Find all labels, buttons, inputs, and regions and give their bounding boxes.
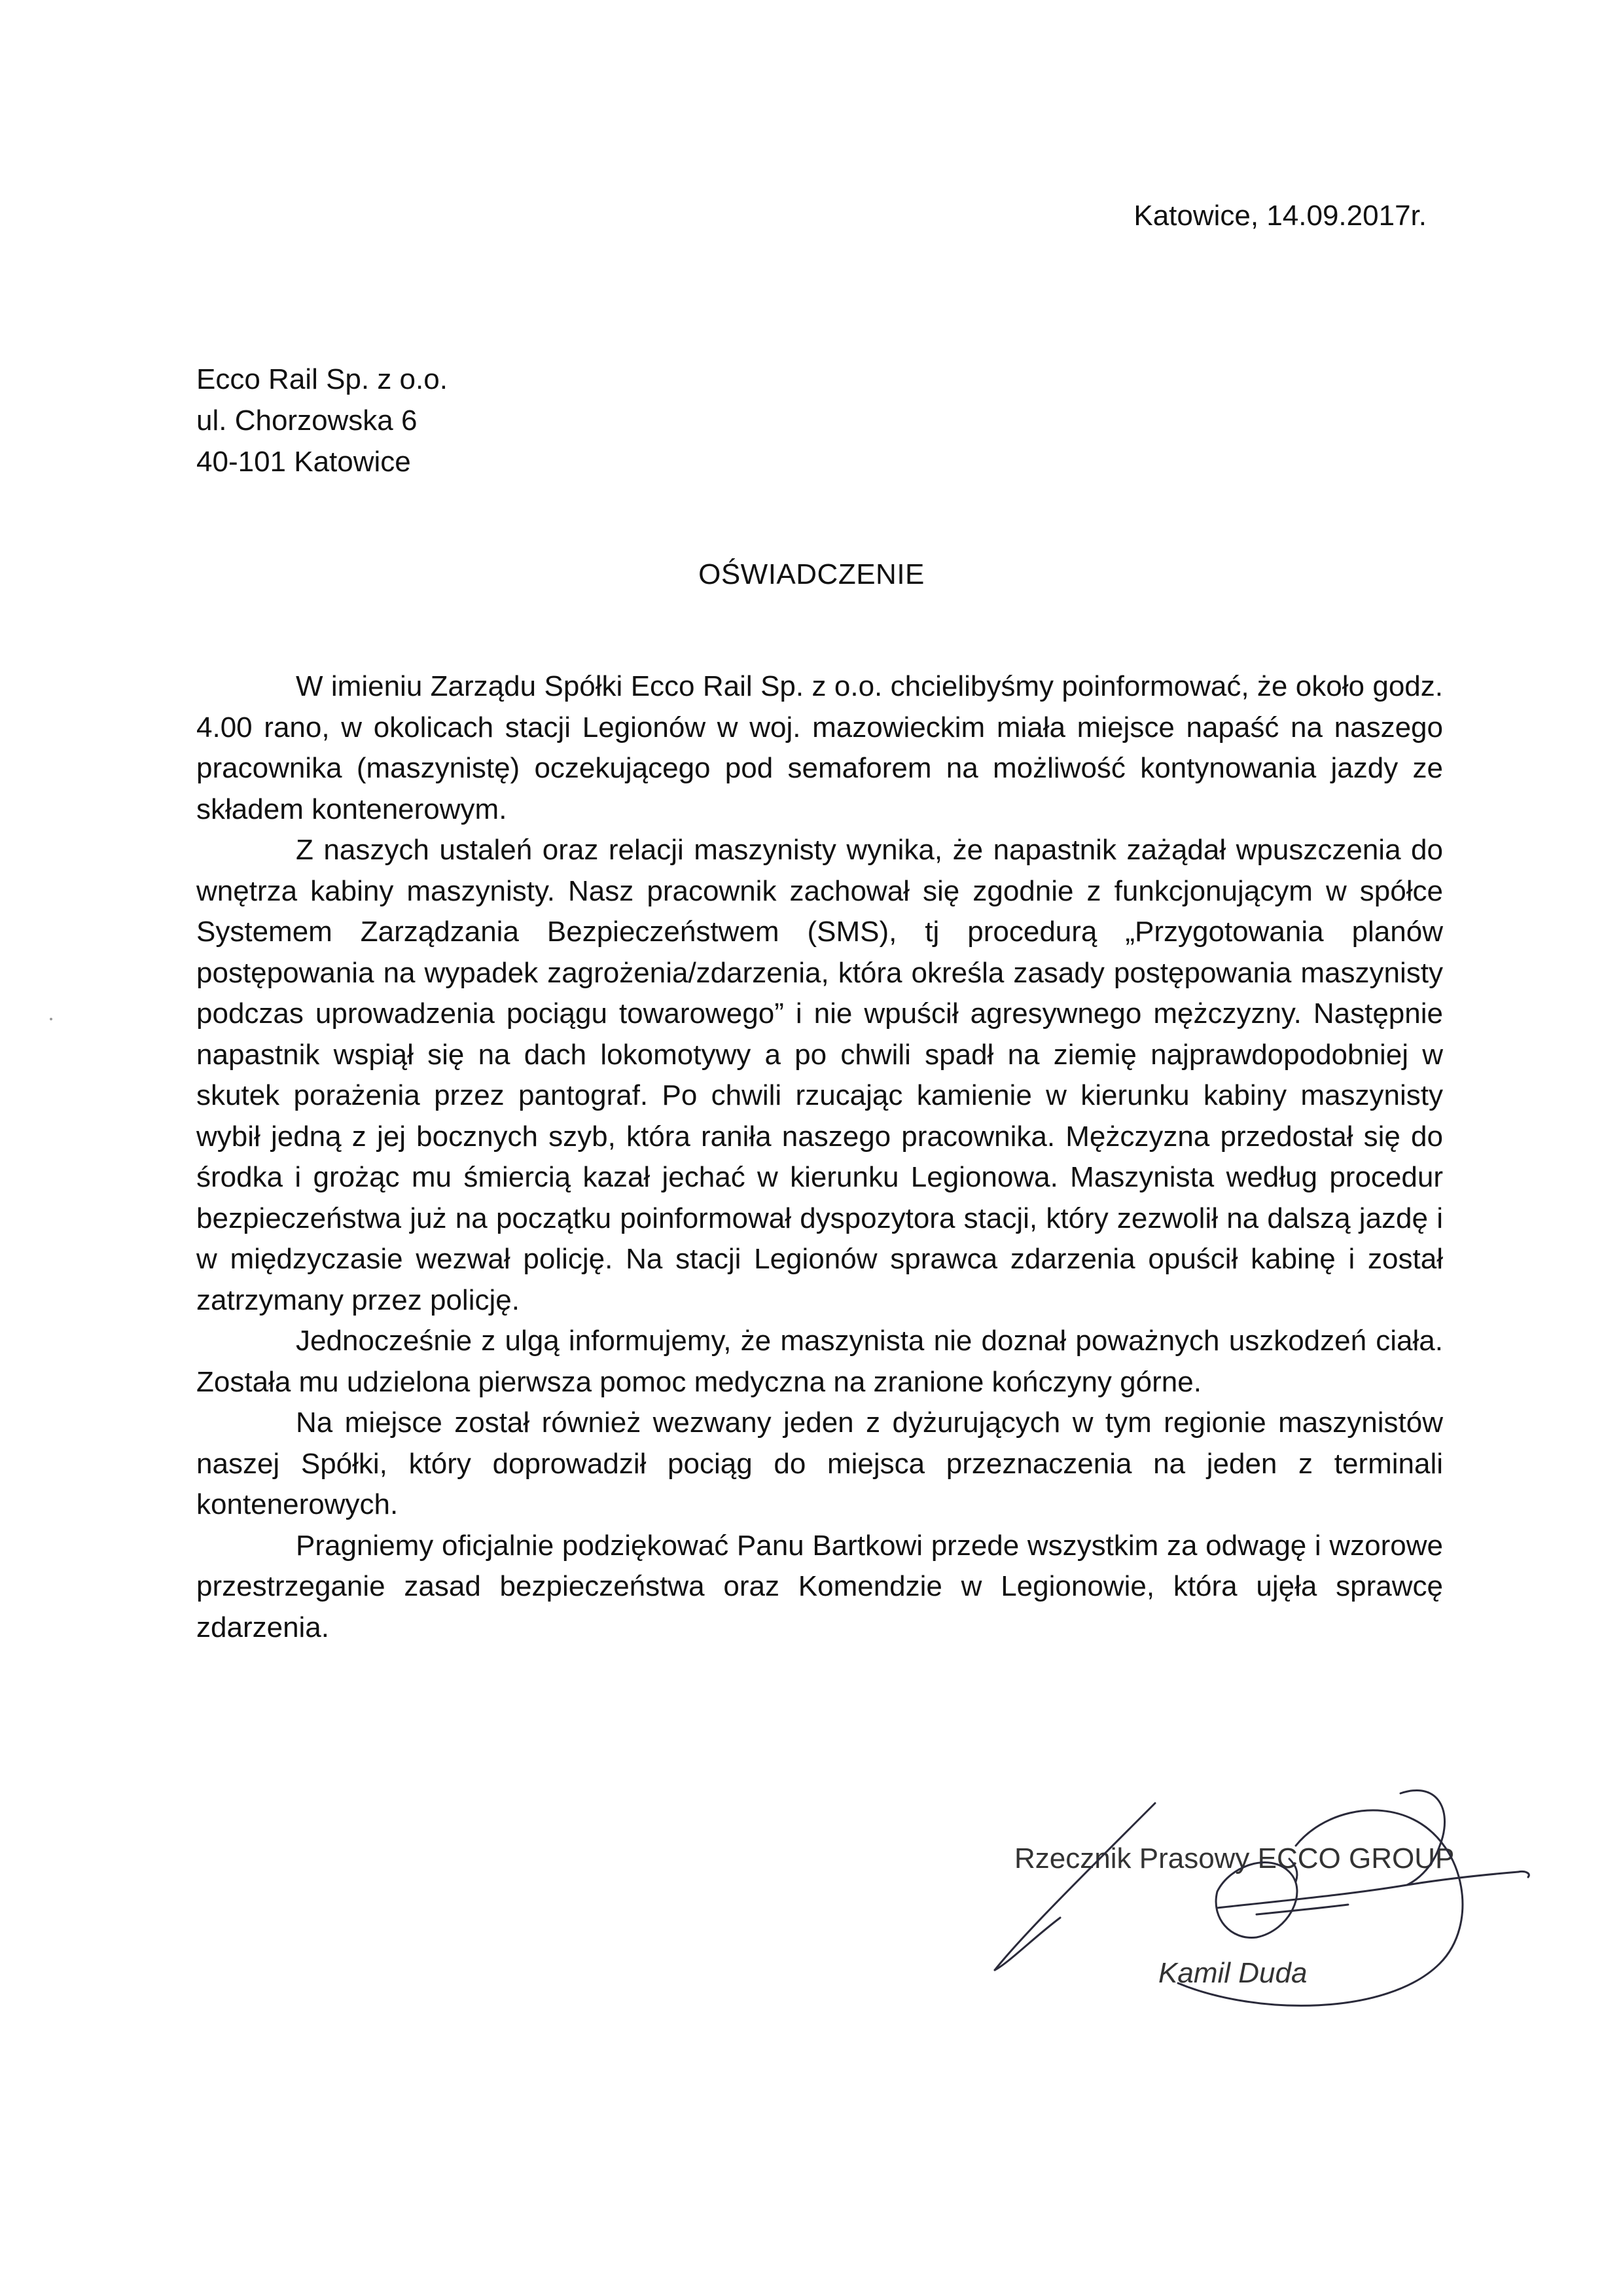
body-paragraph: W imieniu Zarządu Spółki Ecco Rail Sp. z o.o. chcielibyśmy poinformować, że około godz. 4.00 rano, w okolicach stacji Legionów w woj. mazowieckim miała miejsce napaść na naszego pracownika (maszynistę) oczekującego pod semaforem na możliwość kontynowania jazdy ze składem kontenerowym.: [196, 670, 1443, 825]
body-paragraph: Pragniemy oficjalnie podziękować Panu Bartkowi przede wszystkim za odwagę i wzorowe przestrzeganie zasad bezpieczeństwa oraz Komendzie w Legionowie, która ujęła sprawcę zdarzenia.: [196, 1529, 1443, 1643]
body-paragraph: Na miejsce został również wezwany jeden z dyżurujących w tym regionie maszynistów naszej Spółki, który doprowadził pociąg do miejsca przeznaczenia na jeden z terminali kontenerowych.: [196, 1407, 1443, 1520]
recipient-company: Ecco Rail Sp. z o.o.: [196, 363, 448, 395]
recipient-address: [196, 359, 448, 482]
scan-speck: [50, 1018, 52, 1020]
document-body: [196, 666, 1443, 1648]
handwritten-signature: [982, 1767, 1571, 2029]
signatory-name: Kamil Duda: [1158, 1957, 1308, 1989]
body-paragraph: Z naszych ustaleń oraz relacji maszynisty wynika, że napastnik zażądał wpuszczenia do wnętrza kabiny maszynisty. Nasz pracownik zachował się zgodnie z funkcjonującym w spółce Systemem Zarządzania Bezpieczeństwem (SMS), tj procedurą „Przygotowania planów postępowania na wypadek zagrożenia/zdarzenia, która określa zasady postępowania maszynisty podczas uprowadzenia pociągu towarowego” i nie wpuścił agresywnego mężczyzny. Następnie napastnik wspiął się na dach lokomotywy a po chwili spadł na ziemię najprawdopodobniej w skutek porażenia przez pantograf. Po chwili rzucając kamienie w kierunku kabiny maszynisty wybił jedną z jej bocznych szyb, która raniła naszego pracownika. Mężczyzna przedostał się do środka i grożąc mu śmiercią kazał jechać w kierunku Legionowa. Maszynista według procedur bezpieczeństwa już na początku poinformował dyspozytora stacji, który zezwolił na dalszą jazdę i w międzyczasie wezwał policję. Na stacji Legionów sprawca zdarzenia opuścił kabinę i został zatrzymany przez policję.: [196, 834, 1443, 1316]
recipient-city: 40-101 Katowice: [196, 446, 411, 478]
recipient-street: ul. Chorzowska 6: [196, 404, 418, 437]
signatory-role: Rzecznik Prasowy ECCO GROUP: [1014, 1842, 1455, 1874]
signature-block: [982, 1767, 1571, 2029]
document-title: OŚWIADCZENIE: [698, 558, 925, 590]
document-date: Katowice, 14.09.2017r.: [1133, 200, 1427, 232]
body-paragraph: Jednocześnie z ulgą informujemy, że maszynista nie doznał poważnych uszkodzeń ciała. Została mu udzielona pierwsza pomoc medyczna na zranione kończyny górne.: [196, 1325, 1443, 1398]
